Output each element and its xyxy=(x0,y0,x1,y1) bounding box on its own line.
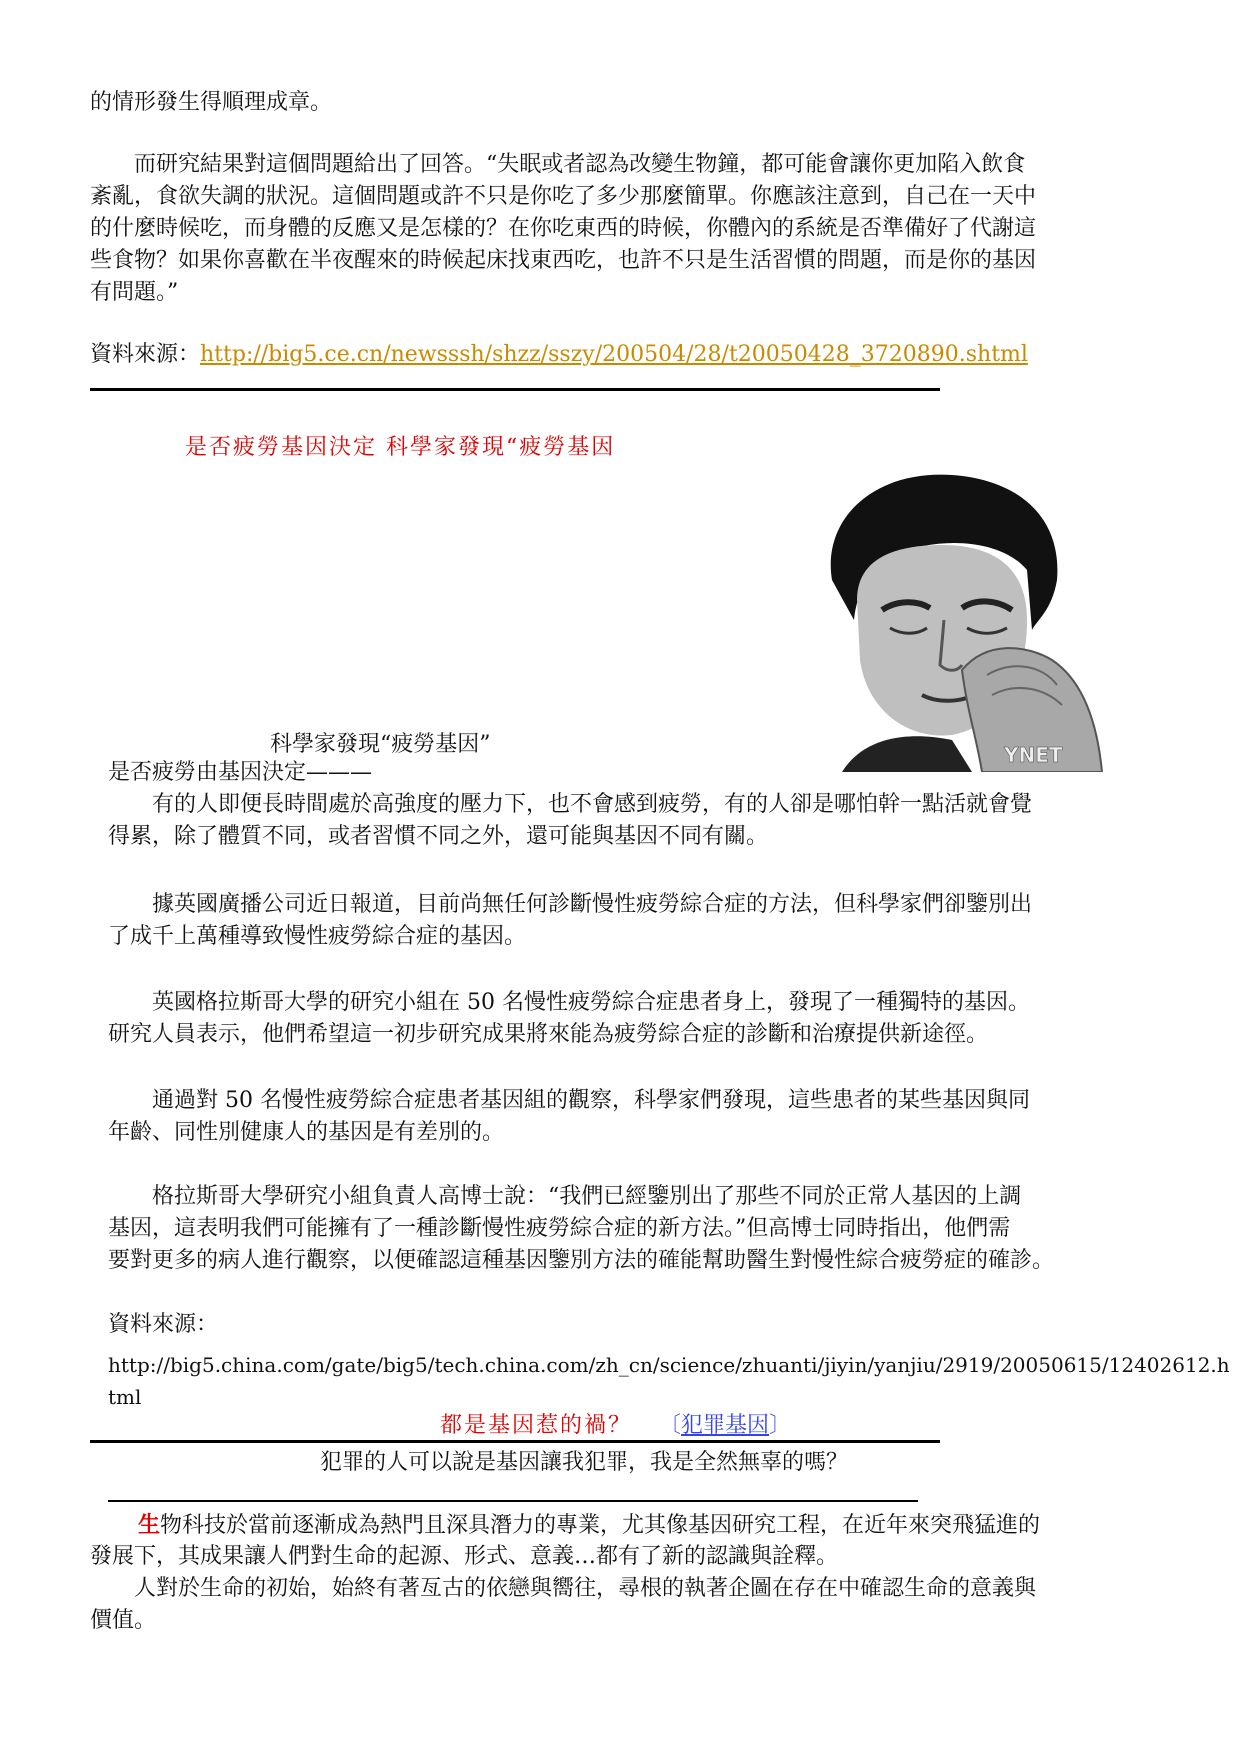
paragraph-line: 了成千上萬種導致慢性疲勞綜合症的基因。 xyxy=(108,924,527,949)
source-citation xyxy=(90,340,1028,370)
paragraph-line: 價值。 xyxy=(90,1608,157,1633)
article-subtitle: 是否疲勞由基因決定——— xyxy=(108,760,373,785)
paragraph-line: 有問題。” xyxy=(90,280,179,305)
crime-gene-link[interactable]: 犯罪基因 xyxy=(681,1413,770,1438)
paragraph-line: 有的人即便長時間處於高強度的壓力下，也不會感到疲勞，有的人卻是哪怕幹一點活就會覺 xyxy=(108,792,1033,817)
tired-man-photo xyxy=(812,460,1112,772)
source-link[interactable]: http://big5.ce.cn/newsssh/shzz/sszy/200504/28/t20050428_3720890.shtml xyxy=(200,342,1028,367)
paragraph-line: 年齡、同性別健康人的基因是有差別的。 xyxy=(108,1120,505,1145)
section-divider-thin xyxy=(108,1500,918,1502)
paragraph-line: 發展下，其成果讓人們對生命的起源、形式、意義…都有了新的認識與詮釋。 xyxy=(90,1544,839,1569)
paragraph-line: 英國格拉斯哥大學的研究小組在 50 名慢性疲勞綜合症患者身上，發現了一種獨特的基因。 xyxy=(108,990,1030,1015)
paragraph-line: 得累，除了體質不同，或者習慣不同之外，還可能與基因不同有關。 xyxy=(108,824,769,849)
paragraph-line: 要對更多的病人進行觀察，以便確認這種基因鑒別方法的確能幫助醫生對慢性綜合疲勞症的確診。 xyxy=(108,1248,1055,1273)
section-title xyxy=(440,1412,791,1440)
section-divider xyxy=(90,1440,940,1443)
paragraph-line: 通過對 50 名慢性疲勞綜合症患者基因組的觀察，科學家們發現，這些患者的某些基因與同 xyxy=(108,1088,1030,1113)
paragraph-line: 而研究結果對這個問題給出了回答。“失眠或者認為改變生物鐘，都可能會讓你更加陷入飲食 xyxy=(90,152,1026,177)
bracket-close: 〕 xyxy=(769,1413,792,1438)
source-label: 資料來源： xyxy=(90,342,201,367)
title-red-part: 都是基因惹的禍？ xyxy=(440,1413,633,1438)
article-title: 是否疲勞基因決定 科學家發現“疲勞基因 xyxy=(185,435,616,460)
paragraph-line: 研究人員表示，他們希望這一初步研究成果將來能為疲勞綜合症的診斷和治療提供新途徑。 xyxy=(108,1022,989,1047)
paragraph-line: 據英國廣播公司近日報道，目前尚無任何診斷慢性疲勞綜合症的方法，但科學家們卻鑒別出 xyxy=(108,892,1033,917)
source-label: 資料來源： xyxy=(108,1312,219,1337)
paragraph-line: 紊亂，食欲失調的狀況。這個問題或許不只是你吃了多少那麼簡單。你應該注意到，自己在一天中 xyxy=(90,184,1037,209)
paragraph-text: 物科技於當前逐漸成為熱門且深具潛力的專業，尤其像基因研究工程，在近年來突飛猛進的 xyxy=(160,1513,1041,1538)
bracket-open: 〔 xyxy=(659,1413,682,1438)
paragraph-line: 基因，這表明我們可能擁有了一種診斷慢性疲勞綜合症的新方法。”但高博士同時指出，他們需 xyxy=(108,1216,1011,1241)
paragraph-line: 人對於生命的初始，始終有著亙古的依戀與嚮往，尋根的執著企圖在存在中確認生命的意義與 xyxy=(90,1576,1037,1601)
section-divider xyxy=(90,388,940,391)
paragraph-line xyxy=(90,1510,1040,1541)
section-question: 犯罪的人可以說是基因讓我犯罪，我是全然無辜的嗎？ xyxy=(320,1450,849,1475)
text-line: 的情形發生得順理成章。 xyxy=(90,90,333,115)
image-caption: 科學家發現“疲勞基因” xyxy=(270,732,491,757)
paragraph-line: 些食物？如果你喜歡在半夜醒來的時候起床找東西吃，也許不只是生活習慣的問題，而是你的基因 xyxy=(90,248,1037,273)
source-url-continued: tml xyxy=(108,1385,142,1409)
dropcap: 生 xyxy=(138,1512,161,1538)
watermark-logo: YNET xyxy=(1004,743,1063,767)
paragraph-line: 的什麼時候吃，而身體的反應又是怎樣的？在你吃東西的時候，你體內的系統是否準備好了代謝這 xyxy=(90,216,1037,241)
portrait-illustration xyxy=(812,460,1112,772)
source-url: http://big5.china.com/gate/big5/tech.china.com/zh_cn/science/zhuanti/jiyin/yanjiu/2919/20050615/12402612.h xyxy=(108,1353,1230,1377)
paragraph-line: 格拉斯哥大學研究小組負責人高博士說：“我們已經鑒別出了那些不同於正常人基因的上調 xyxy=(108,1184,1022,1209)
